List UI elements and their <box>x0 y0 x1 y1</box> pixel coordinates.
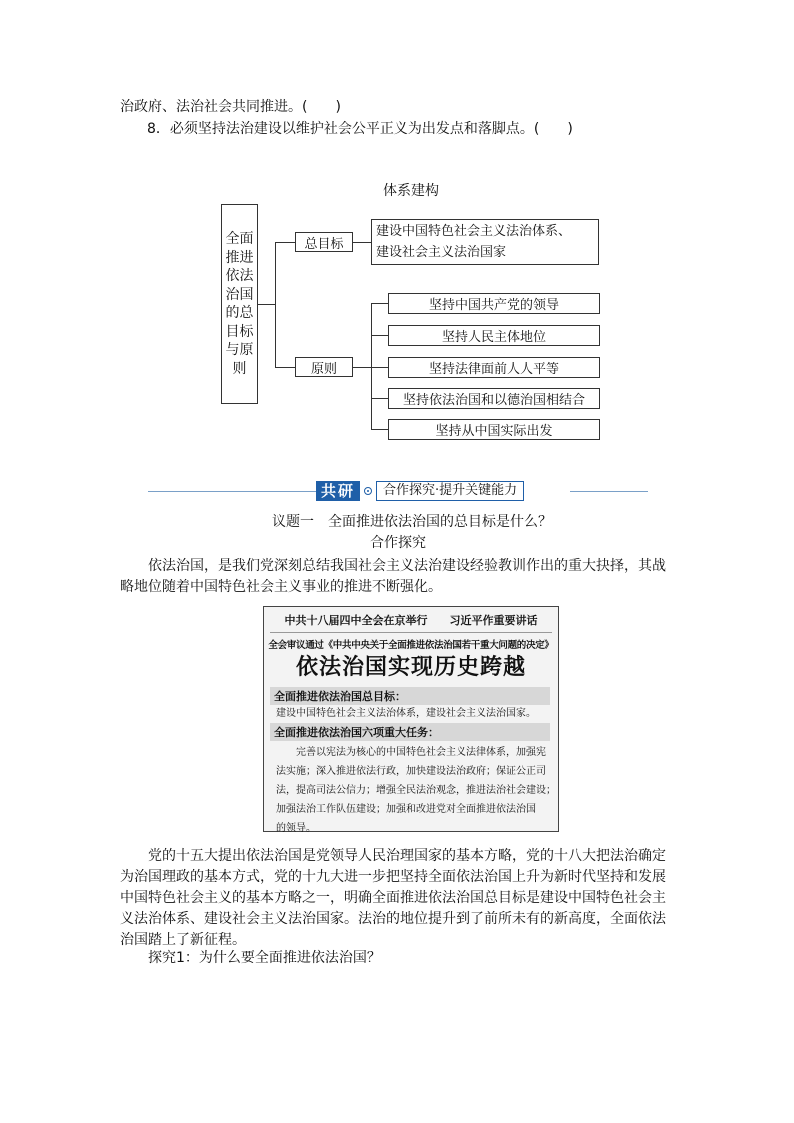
root-line-8: 则 <box>232 360 247 377</box>
root-line-2: 推进 <box>225 249 254 266</box>
connector <box>353 242 371 243</box>
connector <box>275 367 295 368</box>
section-rule-right <box>570 491 648 492</box>
goal-label-box: 总目标 <box>295 232 353 252</box>
principle-item-4: 坚持依法治国和以德治国相结合 <box>388 388 600 409</box>
connector <box>275 242 295 243</box>
principle-item-5: 坚持从中国实际出发 <box>388 419 600 440</box>
connector <box>371 335 388 336</box>
diagram-title: 体系建构 <box>383 183 439 199</box>
connector <box>353 367 371 368</box>
news-goal-title: 全面推进依法治国总目标： <box>270 687 550 705</box>
news-headline-sub: 全会审议通过《中共中央关于全面推进依法治国若干重大问题的决定》 <box>268 640 554 651</box>
news-tasks-body <box>276 743 558 838</box>
news-headline-top: 中共十八届四中全会在京举行 习近平作重要讲话 <box>284 614 538 627</box>
principle-item-1: 坚持中国共产党的领导 <box>388 293 600 314</box>
section-title: 合作探究·提升关键能力 <box>376 481 524 501</box>
root-line-6: 目标 <box>225 323 254 340</box>
news-headline-main: 依法治国实现历史跨越 <box>295 655 526 680</box>
goal-text-line-1: 建设中国特色社会主义法治体系、 <box>376 224 572 239</box>
connector <box>371 429 388 430</box>
principle-label-box: 原则 <box>295 357 353 377</box>
root-line-1: 全面 <box>225 231 254 247</box>
paragraph-2: 党的十五大提出依法治国是党领导人民治理国家的基本方略，党的十八大把法治确定为治国理政的基本方式，党的十九大进一步把坚持全面依法治国上升为新时代坚持和发展中国特色社会主义的基本方略之一，明确全面推进依法治国总目标是建设中国特色社会主义法治体系、建设社会主义法治国家。法治的地位提升到了前所未有的新高度，全面依法治国踏上了新征程。 <box>120 848 666 948</box>
root-line-4: 治国 <box>225 286 254 303</box>
connector <box>258 304 275 305</box>
diagram-root-box <box>221 204 258 404</box>
connector <box>371 367 388 368</box>
paragraph-1: 依法治国，是我们党深刻总结我国社会主义法治建设经验教训作出的重大抉择，其战略地位随着中国特色社会主义事业的推进不断强化。 <box>120 558 666 595</box>
news-goal-body: 建设中国特色社会主义法治体系，建设社会主义法治国家。 <box>276 708 536 719</box>
connector <box>371 398 388 399</box>
principle-item-3: 坚持法律面前人人平等 <box>388 357 600 378</box>
principle-item-2: 坚持人民主体地位 <box>388 325 600 346</box>
newspaper-clipping <box>263 606 559 832</box>
section-header <box>316 481 524 501</box>
news-task-line-2: 法实施；深入推进依法行政，加快建设法治政府；保证公正司 <box>276 766 546 777</box>
inquiry-question: 探究1：为什么要全面推进依法治国？ <box>148 950 381 966</box>
goal-text-box <box>371 219 599 265</box>
connector <box>275 242 276 368</box>
news-task-line-1: 完善以宪法为核心的中国特色社会主义法律体系，加强宪 <box>296 747 546 758</box>
goal-text-line-2: 建设社会主义法治国家 <box>376 245 507 260</box>
section-rule-left <box>148 491 316 492</box>
connector <box>371 303 388 304</box>
topic-subheading: 合作探究 <box>370 535 426 551</box>
circle-dot-icon <box>364 487 372 495</box>
root-line-5: 的总 <box>225 305 254 321</box>
root-line-7: 与原 <box>225 342 254 358</box>
text-line-1: 治政府、法治社会共同推进。( ) <box>120 99 341 115</box>
topic-heading: 议题一 全面推进依法治国的总目标是什么？ <box>272 514 552 530</box>
text-line-2: 8．必须坚持法治建设以维护社会公平正义为出发点和落脚点。( ) <box>147 121 573 137</box>
news-task-line-3: 法，提高司法公信力；增强全民法治观念，推进法治社会建设； <box>276 785 556 796</box>
news-task-line-5: 的领导。 <box>276 823 316 834</box>
root-line-3: 依法 <box>225 268 254 284</box>
news-task-line-4: 加强法治工作队伍建设；加强和改进党对全面推进依法治国 <box>276 804 536 815</box>
news-tasks-title: 全面推进依法治国六项重大任务： <box>270 723 550 741</box>
section-badge: 共研 <box>316 481 360 501</box>
